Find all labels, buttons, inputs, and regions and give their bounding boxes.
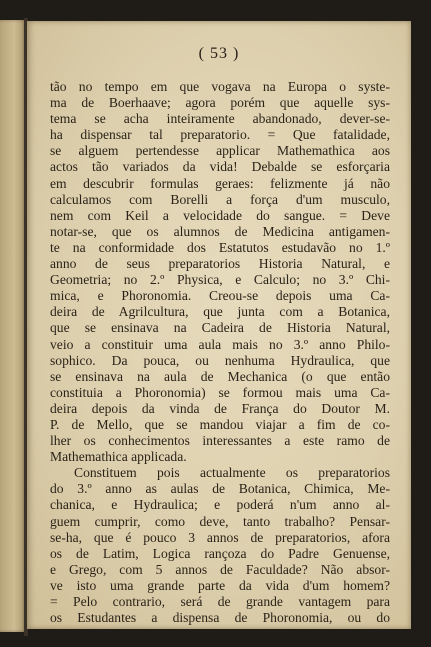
- text-line: notar-se, que os alumnos de Medicina antigamen-: [50, 223, 390, 239]
- text-line: chanica, e Hydraulica; e poderá n'um anno al-: [50, 497, 390, 513]
- text-line: em descubrir formulas geraes: felizmente já não: [50, 175, 390, 191]
- text-line: Mathemathica applicada.: [50, 449, 187, 465]
- text-line: se alguem pertendesse applicar Mathemathica aos: [50, 143, 390, 159]
- text-line: se ensinava na aula de Mechanica (o que então: [50, 368, 390, 384]
- text-line: anno de seus preparatorios Historia Natural, e: [50, 256, 390, 272]
- previous-page-edge: [0, 20, 26, 632]
- text-line: lher os conhecimentos interessantes a este ramo de: [50, 433, 390, 449]
- text-line: sophico. Da pouca, ou nenhuma Hydraulica, que: [50, 352, 390, 368]
- page-text: [50, 79, 390, 626]
- text-line: actos tão variados da vida! Debalde se esforçaria: [50, 159, 390, 175]
- text-line: ma de Boerhaave; agora porém que aquelle sys-: [50, 95, 390, 111]
- text-line: mica, e Phoronomia. Creou-se depois uma Ca-: [50, 288, 390, 304]
- paragraph-start-line: Constituem pois actualmente os preparatorios: [74, 465, 390, 481]
- text-line: ve isto uma grande parte da vida d'um homem?: [50, 577, 390, 593]
- text-line: tão no tempo em que vogava na Europa o syste-: [50, 79, 390, 94]
- text-line: veio a constituir uma aula mais no 3.º anno Philo-: [50, 336, 390, 352]
- text-line: que se ensinava na Cadeira de Historia Natural,: [50, 320, 390, 336]
- text-line: do 3.º anno as aulas de Botanica, Chimica, Me-: [50, 481, 390, 497]
- text-line: constituia a Phoronomia) se formou mais uma Ca-: [50, 384, 390, 400]
- text-line: os Estudantes a dispensa de Phoronomia, ou do: [50, 610, 390, 626]
- text-line: os de Latim, Logica rançoza do Padre Genuense,: [50, 545, 390, 561]
- text-line: = Pelo contrario, será de grande vantagem para: [50, 594, 390, 609]
- text-line: e Grego, com 5 annos de Faculdade? Não absor-: [50, 561, 390, 577]
- text-line: calculamos com Borelli a força d'um musculo,: [50, 191, 390, 207]
- text-line: deira de Agrilcultura, que junta com a Botanica,: [50, 304, 390, 320]
- text-line: ha dispensar tal preparatorio. = Que fatalidade,: [50, 127, 390, 143]
- page-number: ( 53 ): [198, 45, 240, 62]
- text-line: nem com Keil a velocidade do sangue. = Deve: [50, 207, 390, 223]
- text-line: guem cumprir, como deve, tanto trabalho? Pensar-: [50, 513, 390, 529]
- text-line: Geometria; no 2.º Physica, e Calculo; no 3.º Chi-: [50, 272, 390, 288]
- text-line: tema se acha inteiramente abandonado, dever-se-: [50, 111, 390, 127]
- text-line: te na conformidade dos Estatutos estudavão no 1.º: [50, 239, 390, 255]
- text-line: se-ha, que é pouco 3 annos de preparatorios, afora: [50, 529, 390, 545]
- text-line: deira depois da vinda de França do Doutor M.: [50, 400, 390, 416]
- book-page: [27, 21, 411, 629]
- text-line: P. de Mello, que se mandou viajar a fim de co-: [50, 416, 390, 432]
